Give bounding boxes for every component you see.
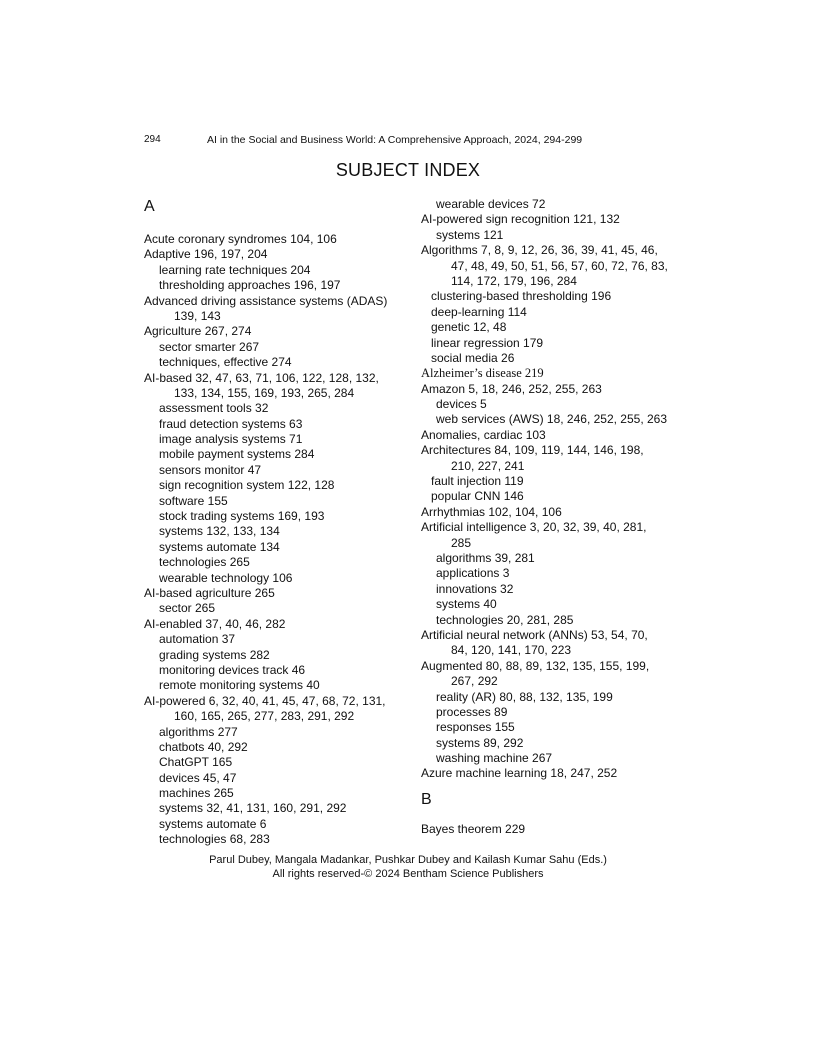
index-subentry: algorithms 277 <box>159 724 238 739</box>
index-entry-continuation: 139, 143 <box>174 308 221 323</box>
index-subentry: systems 89, 292 <box>436 735 524 750</box>
index-entry: AI-powered sign recognition 121, 132 <box>421 212 620 227</box>
index-subentry: stock trading systems 169, 193 <box>159 509 325 524</box>
index-entry: Azure machine learning 18, 247, 252 <box>421 766 618 781</box>
index-subentry: technologies 20, 281, 285 <box>436 612 574 627</box>
index-entry: Anomalies, cardiac 103 <box>421 427 546 442</box>
index-subentry: mobile payment systems 284 <box>159 447 315 462</box>
index-subentry: image analysis systems 71 <box>159 432 303 447</box>
index-subentry: genetic 12, 48 <box>431 320 507 335</box>
index-entry-continuation: 114, 172, 179, 196, 284 <box>451 273 577 288</box>
index-column-left <box>144 197 409 848</box>
index-subentry: devices 5 <box>436 397 487 412</box>
index-subentry: reality (AR) 80, 88, 132, 135, 199 <box>436 689 613 704</box>
index-entry: Advanced driving assistance systems (ADAS) <box>144 293 388 308</box>
index-subentry: web services (AWS) 18, 246, 252, 255, 263 <box>436 412 668 427</box>
index-entry: Alzheimer’s disease 219 <box>421 366 544 381</box>
index-entry-continuation: 47, 48, 49, 50, 51, 56, 57, 60, 72, 76, 83, <box>451 258 668 273</box>
index-subentry: sensors monitor 47 <box>159 462 262 477</box>
index-subentry: washing machine 267 <box>436 751 553 766</box>
section-letter-b: B <box>421 790 432 808</box>
running-title: AI in the Social and Business World: A Comprehensive Approach, 2024, 294-299 <box>207 134 583 146</box>
index-entry-continuation: 133, 134, 155, 169, 193, 265, 284 <box>174 385 355 400</box>
index-subentry: popular CNN 146 <box>431 489 524 504</box>
index-subentry: linear regression 179 <box>431 335 544 350</box>
index-entry: AI-powered 6, 32, 40, 41, 45, 47, 68, 72, 131, <box>144 693 386 708</box>
index-entry: AI-based 32, 47, 63, 71, 106, 122, 128, 132, <box>144 370 379 385</box>
index-subentry: fraud detection systems 63 <box>159 416 303 431</box>
index-subentry: wearable technology 106 <box>159 570 293 585</box>
index-entry: AI-enabled 37, 40, 46, 282 <box>144 616 286 631</box>
index-subentry: machines 265 <box>159 786 234 801</box>
index-subentry: systems automate 134 <box>159 539 280 554</box>
running-header <box>144 133 624 147</box>
page-number: 294 <box>144 134 161 145</box>
index-entry: Artificial intelligence 3, 20, 32, 39, 40, 281, <box>421 520 647 535</box>
index-entry-continuation: 285 <box>451 535 472 550</box>
index-subentry: monitoring devices track 46 <box>159 662 306 677</box>
index-subentry: applications 3 <box>436 566 510 581</box>
index-entry: Amazon 5, 18, 246, 252, 255, 263 <box>421 381 602 396</box>
index-subentry: processes 89 <box>436 704 508 719</box>
page-footer <box>0 854 816 881</box>
index-subentry: fault injection 119 <box>431 474 524 489</box>
index-entry: Architectures 84, 109, 119, 144, 146, 198, <box>421 443 644 458</box>
index-subentry: chatbots 40, 292 <box>159 739 248 754</box>
index-entry: Agriculture 267, 274 <box>144 324 252 339</box>
index-subentry: learning rate techniques 204 <box>159 262 311 277</box>
index-subentry: systems 32, 41, 131, 160, 291, 292 <box>159 801 347 816</box>
index-subentry: automation 37 <box>159 632 236 647</box>
index-subentry: systems 40 <box>436 597 497 612</box>
index-subentry: clustering-based thresholding 196 <box>431 289 612 304</box>
index-entry: Acute coronary syndromes 104, 106 <box>144 232 337 246</box>
index-subentry: remote monitoring systems 40 <box>159 678 320 693</box>
index-subentry: devices 45, 47 <box>159 770 237 785</box>
index-subentry: systems 121 <box>436 227 504 242</box>
index-subentry: wearable devices 72 <box>436 197 546 211</box>
index-subentry: technologies 265 <box>159 555 250 570</box>
index-entry-continuation: 267, 292 <box>451 674 498 689</box>
section-letter-a: A <box>144 198 155 215</box>
index-entry: Adaptive 196, 197, 204 <box>144 247 268 262</box>
index-subentry: techniques, effective 274 <box>159 355 292 370</box>
index-column-right <box>421 197 691 837</box>
footer-editors: Parul Dubey, Mangala Madankar, Pushkar Dubey and Kailash Kumar Sahu (Eds.) <box>209 854 607 866</box>
index-entry: Arrhythmias 102, 104, 106 <box>421 504 562 519</box>
index-subentry: social media 26 <box>431 350 515 365</box>
index-subentry: algorithms 39, 281 <box>436 550 535 565</box>
index-entry: AI-based agriculture 265 <box>144 585 275 600</box>
index-subentry: ChatGPT 165 <box>159 755 233 770</box>
index-subentry: assessment tools 32 <box>159 401 269 416</box>
index-subentry: innovations 32 <box>436 581 514 596</box>
index-subentry: responses 155 <box>436 720 515 735</box>
index-subentry: sector smarter 267 <box>159 339 260 354</box>
index-subentry: technologies 68, 283 <box>159 832 270 847</box>
index-subentry: thresholding approaches 196, 197 <box>159 278 341 293</box>
page-title: SUBJECT INDEX <box>335 160 481 180</box>
footer-rights: All rights reserved-© 2024 Bentham Science Publishers <box>272 867 544 880</box>
index-entry-continuation: 160, 165, 265, 277, 283, 291, 292 <box>174 709 355 724</box>
index-entry-continuation: 210, 227, 241 <box>451 458 525 473</box>
index-entry: Bayes theorem 229 <box>421 821 526 836</box>
index-subentry: systems automate 6 <box>159 816 267 831</box>
index-entry: Augmented 80, 88, 89, 132, 135, 155, 199, <box>421 658 650 673</box>
index-subentry: systems 132, 133, 134 <box>159 524 280 539</box>
index-entry-continuation: 84, 120, 141, 170, 223 <box>451 643 572 658</box>
index-subentry: sign recognition system 122, 128 <box>159 478 335 493</box>
index-subentry: deep-learning 114 <box>431 304 527 319</box>
index-subentry: sector 265 <box>159 601 216 616</box>
index-subentry: software 155 <box>159 493 228 508</box>
index-entry: Algorithms 7, 8, 9, 12, 26, 36, 39, 41, 45, 46, <box>421 243 658 258</box>
index-subentry: grading systems 282 <box>159 647 270 662</box>
index-entry: Artificial neural network (ANNs) 53, 54, 70, <box>421 627 648 642</box>
